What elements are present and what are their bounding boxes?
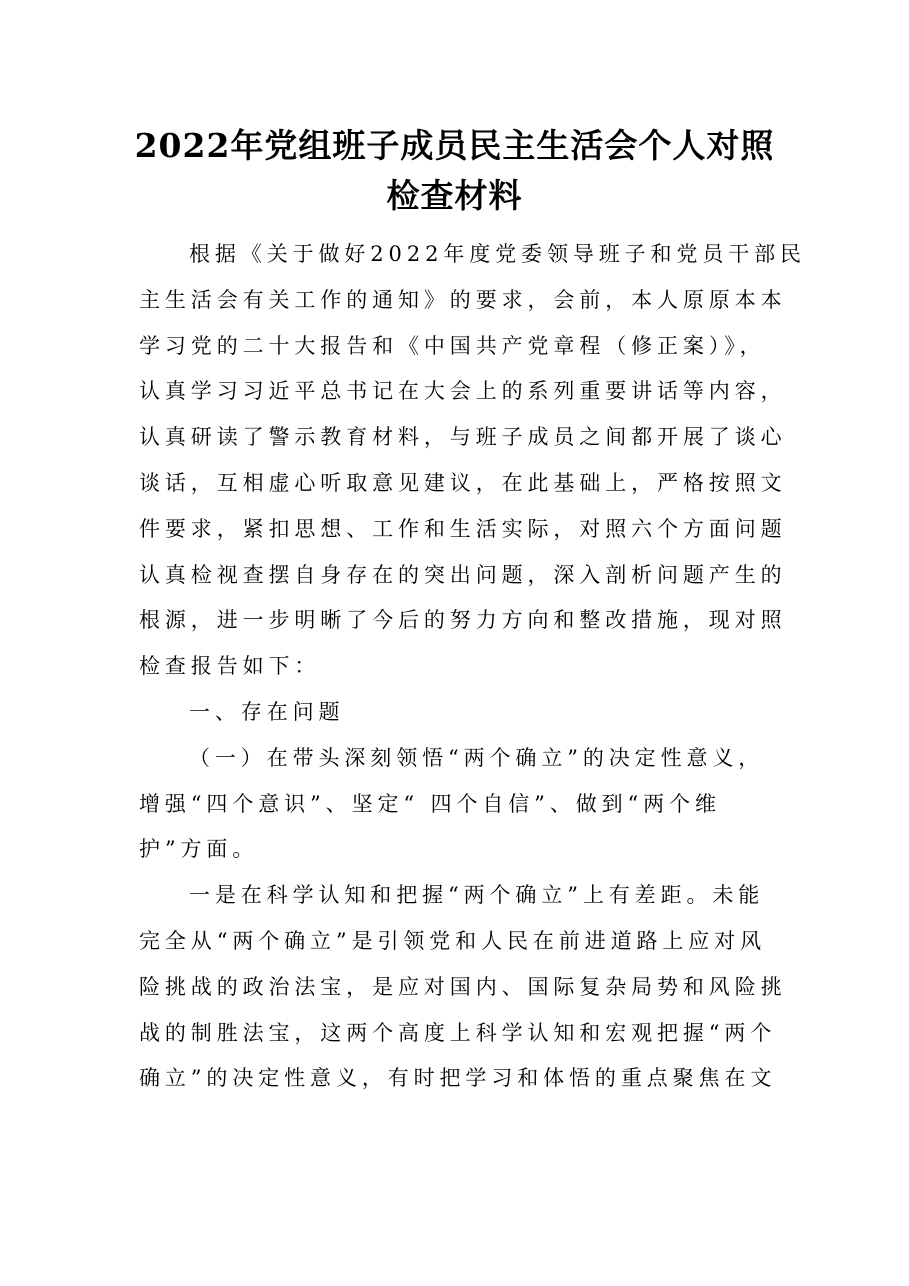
paragraph-line: 战的制胜法宝，这两个高度上科学认知和宏观把握“两个: [139, 1020, 777, 1045]
paragraph-line: 认真学习习近平总书记在大会上的系列重要讲话等内容，: [139, 379, 787, 404]
document-title-line-1: 2022年党组班子成员民主生活会个人对照: [134, 126, 775, 165]
paragraph-line: 认真研读了警示教育材料，与班子成员之间都开展了谈心: [139, 425, 787, 450]
paragraph-line: 主生活会有关工作的通知》的要求，会前，本人原原本本: [139, 287, 787, 312]
subsection-heading-line: 增强“四个意识”、坚定“ 四个自信”、做到“两个维: [139, 791, 721, 816]
paragraph-line: 谈话，互相虚心听取意见建议，在此基础上，严格按照文: [139, 470, 787, 495]
paragraph-line: 检查报告如下：: [139, 654, 321, 679]
paragraph-line: 险挑战的政治法宝，是应对国内、国际复杂局势和风险挑: [139, 974, 787, 999]
paragraph-line: 确立”的决定性意义，有时把学习和体悟的重点聚焦在文: [139, 1066, 777, 1091]
subsection-heading-line: 护”方面。: [139, 837, 259, 862]
paragraph-line: 一是在科学认知和把握“两个确立”上有差距。未能: [189, 883, 765, 908]
subsection-heading-line: （一）在带头深刻领悟“两个确立”的决定性意义，: [189, 745, 765, 770]
paragraph-line: 完全从“两个确立”是引领党和人民在前进道路上应对风: [139, 928, 766, 953]
paragraph-line: 件要求，紧扣思想、工作和生活实际，对照六个方面问题: [139, 516, 787, 541]
paragraph-line: 根据《关于做好2022年度党委领导班子和党员干部民: [189, 242, 806, 266]
document-title-line-2: 检查材料: [386, 176, 523, 215]
paragraph-line: 根源，进一步明晰了今后的努力方向和整改措施，现对照: [139, 608, 787, 633]
section-heading: 一、存在问题: [189, 699, 345, 724]
document-body: [139, 232, 806, 1102]
paragraph-line: 学习党的二十大报告和《中国共产党章程（修正案）》，: [139, 333, 766, 358]
paragraph-line: 认真检视查摆自身存在的突出问题，深入剖析问题产生的: [139, 562, 787, 587]
